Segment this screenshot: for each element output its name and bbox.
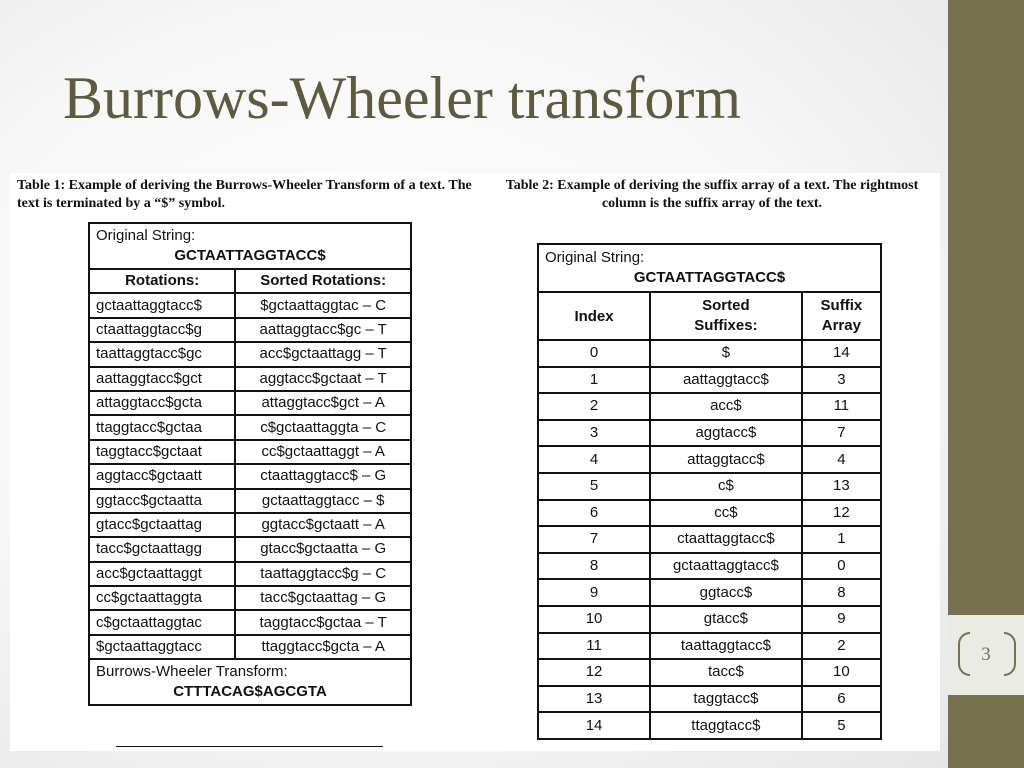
sa-original-row	[538, 244, 881, 292]
sorted-suffix-cell: cc$	[650, 500, 802, 527]
bwt-table-row	[89, 342, 411, 366]
suffix-array-cell: 14	[802, 340, 881, 367]
slide-number: 3	[981, 644, 991, 665]
bwt-result-value: CTTTACAG$AGCGTA	[173, 683, 327, 701]
sorted-rotation-cell: gctaattaggtacc – $	[235, 489, 411, 513]
sorted-suffix-cell: gctaattaggtacc$	[650, 553, 802, 580]
sorted-rotation-cell: taggtacc$gctaa – T	[235, 610, 411, 634]
rotation-cell: taattaggtacc$gc	[89, 342, 235, 366]
rotation-cell: ctaattaggtacc$g	[89, 318, 235, 342]
sa-table-row	[538, 633, 881, 660]
index-cell: 4	[538, 446, 650, 473]
sa-table-row	[538, 553, 881, 580]
figure-image	[10, 173, 940, 751]
suffix-array-cell: 7	[802, 420, 881, 447]
suffix-array-cell: 13	[802, 473, 881, 500]
rotation-cell: attaggtacc$gcta	[89, 391, 235, 415]
sorted-rotation-cell: c$gctaattaggta – C	[235, 415, 411, 439]
sorted-suffix-cell: taattaggtacc$	[650, 633, 802, 660]
suffix-array-cell: 0	[802, 553, 881, 580]
bwt-table-row	[89, 293, 411, 317]
bwt-table-row	[89, 513, 411, 537]
rotation-cell: $gctaattaggtacc	[89, 635, 235, 659]
sa-table-row	[538, 500, 881, 527]
bwt-header-row	[89, 269, 411, 293]
sorted-suffix-cell: aattaggtacc$	[650, 367, 802, 394]
sorted-rotation-cell: cc$gctaattaggt – A	[235, 440, 411, 464]
index-cell: 1	[538, 367, 650, 394]
rotation-cell: ggtacc$gctaatta	[89, 489, 235, 513]
index-cell: 2	[538, 393, 650, 420]
sorted-suffix-cell: c$	[650, 473, 802, 500]
col-header-suffix-array	[802, 292, 881, 340]
suffix-array-cell: 2	[802, 633, 881, 660]
suffix-array-cell: 10	[802, 659, 881, 686]
col-header-index-label: Index	[574, 307, 614, 325]
index-cell: 13	[538, 686, 650, 713]
bwt-table-row	[89, 635, 411, 659]
sa-table-row	[538, 340, 881, 367]
index-cell: 6	[538, 500, 650, 527]
sorted-suffix-cell: taggtacc$	[650, 686, 802, 713]
rotation-cell: taggtacc$gctaat	[89, 440, 235, 464]
col-header-rotations: Rotations:	[89, 269, 235, 293]
suffix-array-cell: 4	[802, 446, 881, 473]
suffix-array-cell: 9	[802, 606, 881, 633]
index-cell: 12	[538, 659, 650, 686]
bwt-original-row	[89, 223, 411, 269]
sorted-suffix-cell: aggtacc$	[650, 420, 802, 447]
bwt-table-row	[89, 537, 411, 561]
rotation-cell: tacc$gctaattagg	[89, 537, 235, 561]
index-cell: 14	[538, 712, 650, 739]
suffix-array-cell: 8	[802, 579, 881, 606]
sorted-rotation-cell: acc$gctaattagg – T	[235, 342, 411, 366]
col-header-sorted-line1: Sorted	[702, 297, 750, 314]
bwt-table-row	[89, 586, 411, 610]
sa-table-row	[538, 606, 881, 633]
sorted-rotation-cell: attaggtacc$gct – A	[235, 391, 411, 415]
sorted-suffix-cell: acc$	[650, 393, 802, 420]
suffix-array-table	[537, 243, 882, 740]
sa-table-row	[538, 712, 881, 739]
bwt-original-value: GCTAATTAGGTACC$	[174, 247, 326, 264]
bwt-table-row	[89, 610, 411, 634]
slide-title: Burrows-Wheeler transform	[63, 65, 742, 131]
index-cell: 8	[538, 553, 650, 580]
rotation-cell: cc$gctaattaggta	[89, 586, 235, 610]
sorted-suffix-cell: ggtacc$	[650, 579, 802, 606]
sorted-rotation-cell: aattaggtacc$gc – T	[235, 318, 411, 342]
sorted-rotation-cell: ggtacc$gctaatt – A	[235, 513, 411, 537]
sorted-suffix-cell: $	[650, 340, 802, 367]
bwt-original-cell	[89, 223, 411, 269]
sa-table-row	[538, 420, 881, 447]
sorted-rotation-cell: gtacc$gctaatta – G	[235, 537, 411, 561]
suffix-array-cell: 1	[802, 526, 881, 553]
col-header-suffix-line2: Array	[821, 317, 861, 334]
sorted-suffix-cell: tacc$	[650, 659, 802, 686]
bwt-table-row	[89, 367, 411, 391]
col-header-suffix-line1: Suffix	[820, 297, 863, 314]
sorted-rotation-cell: taattaggtacc$g – C	[235, 562, 411, 586]
bwt-table-row	[89, 489, 411, 513]
sa-original-cell	[538, 244, 881, 292]
rotation-cell: aattaggtacc$gct	[89, 367, 235, 391]
table2-caption: Table 2: Example of deriving the suffix array of a text. The rightmost column is the suffix array of the text.	[505, 178, 919, 211]
sorted-rotation-cell: $gctaattaggtac – C	[235, 293, 411, 317]
bwt-table	[88, 222, 412, 706]
sorted-suffix-cell: ttaggtacc$	[650, 712, 802, 739]
bwt-result-row	[89, 659, 411, 705]
index-cell: 5	[538, 473, 650, 500]
sa-original-label: Original String:	[545, 249, 645, 266]
rotation-cell: aggtacc$gctaatt	[89, 464, 235, 488]
suffix-array-cell: 12	[802, 500, 881, 527]
sorted-rotation-cell: aggtacc$gctaat – T	[235, 367, 411, 391]
sorted-suffix-cell: gtacc$	[650, 606, 802, 633]
index-cell: 9	[538, 579, 650, 606]
sorted-suffix-cell: ctaattaggtacc$	[650, 526, 802, 553]
sa-table-row	[538, 367, 881, 394]
figure-underline	[116, 746, 383, 747]
index-cell: 3	[538, 420, 650, 447]
suffix-array-cell: 6	[802, 686, 881, 713]
sa-table-row	[538, 659, 881, 686]
bwt-result-cell	[89, 659, 411, 705]
table1-caption: Table 1: Example of deriving the Burrows-Wheeler Transform of a text. The text is terminated by a “$” symbol.	[17, 178, 472, 211]
bwt-table-row	[89, 415, 411, 439]
sorted-rotation-cell: ctaattaggtacc$ – G	[235, 464, 411, 488]
sa-table-row	[538, 579, 881, 606]
sorted-rotation-cell: ttaggtacc$gcta – A	[235, 635, 411, 659]
sa-table-row	[538, 686, 881, 713]
bwt-table-row	[89, 391, 411, 415]
sa-table-row	[538, 393, 881, 420]
sorted-rotation-cell: tacc$gctaattag – G	[235, 586, 411, 610]
col-header-sorted-suffixes	[650, 292, 802, 340]
rotation-cell: acc$gctaattaggt	[89, 562, 235, 586]
suffix-array-cell: 5	[802, 712, 881, 739]
index-cell: 11	[538, 633, 650, 660]
sa-table-row	[538, 526, 881, 553]
rotation-cell: c$gctaattaggtac	[89, 610, 235, 634]
index-cell: 0	[538, 340, 650, 367]
sorted-suffix-cell: attaggtacc$	[650, 446, 802, 473]
bwt-table-row	[89, 440, 411, 464]
sa-header-row	[538, 292, 881, 340]
sa-table-row	[538, 446, 881, 473]
sa-original-value: GCTAATTAGGTACC$	[633, 269, 786, 286]
index-cell: 7	[538, 526, 650, 553]
col-header-sorted-rotations: Sorted Rotations:	[235, 269, 411, 293]
suffix-array-cell: 11	[802, 393, 881, 420]
sa-table-row	[538, 473, 881, 500]
bwt-result-label: Burrows-Wheeler Transform:	[96, 663, 288, 681]
suffix-array-cell: 3	[802, 367, 881, 394]
bwt-table-row	[89, 318, 411, 342]
rotation-cell: ttaggtacc$gctaa	[89, 415, 235, 439]
col-header-sorted-line2: Suffixes:	[694, 317, 758, 334]
rotation-cell: gtacc$gctaattag	[89, 513, 235, 537]
bwt-table-row	[89, 562, 411, 586]
col-header-index	[538, 292, 650, 340]
rotation-cell: gctaattaggtacc$	[89, 293, 235, 317]
bwt-original-label: Original String:	[96, 227, 196, 244]
index-cell: 10	[538, 606, 650, 633]
bwt-table-row	[89, 464, 411, 488]
